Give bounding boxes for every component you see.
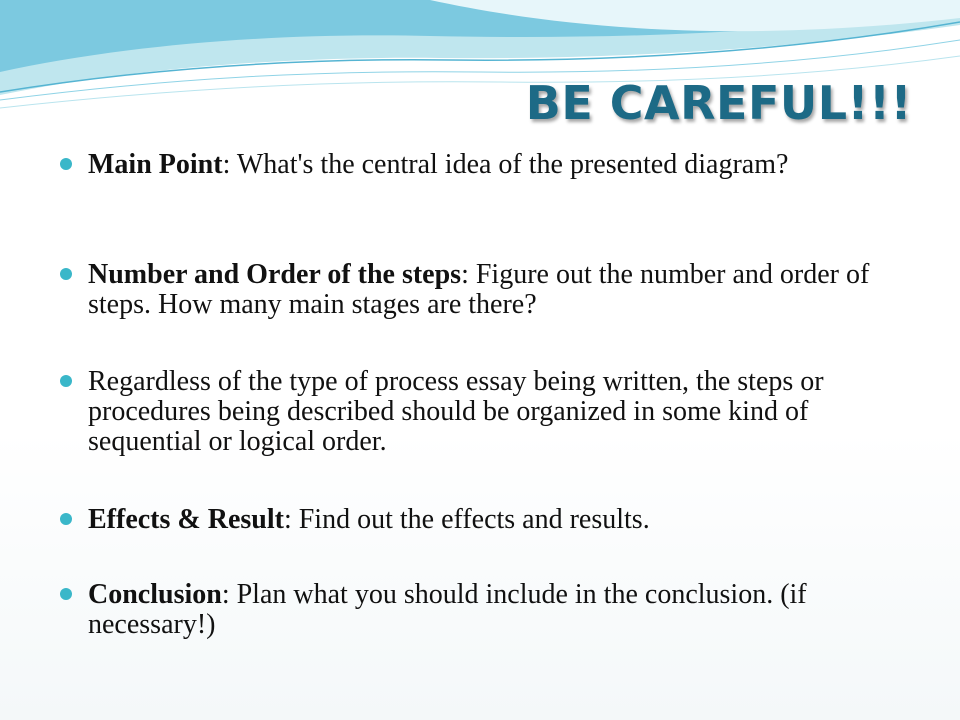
bullet-text: Regardless of the type of process essay being written, the steps or procedures being described should be organized in some kind of sequential or logical order.: [88, 366, 824, 457]
bullet-term: Effects & Result: [88, 504, 284, 535]
bullet-text: : Find out the effects and results.: [283, 504, 650, 535]
bullet-text: : What's the central idea of the presented diagram?: [222, 149, 789, 180]
bullet-term: Main Point: [88, 149, 223, 180]
bullet-text: : Plan what you should include in the conclusion. (if necessary!): [88, 579, 807, 640]
slide-title: BE CAREFUL!!!: [525, 76, 912, 130]
bullet-term: Number and Order of the steps: [88, 259, 462, 290]
bullet-dot-icon: [60, 158, 72, 170]
bullet-conclusion: [60, 580, 920, 640]
bullet-regardless: [60, 367, 920, 457]
bullet-text: : Figure out the number and order of steps. How many main stages are there?: [88, 259, 870, 320]
bullet-effects-result: [60, 505, 650, 535]
bullet-term: Conclusion: [88, 579, 222, 610]
bullet-number-and-order: [60, 260, 920, 320]
bullet-dot-icon: [60, 375, 72, 387]
bullet-dot-icon: [60, 268, 72, 280]
bullet-main-point: [60, 150, 788, 180]
bullet-dot-icon: [60, 588, 72, 600]
bullet-dot-icon: [60, 513, 72, 525]
